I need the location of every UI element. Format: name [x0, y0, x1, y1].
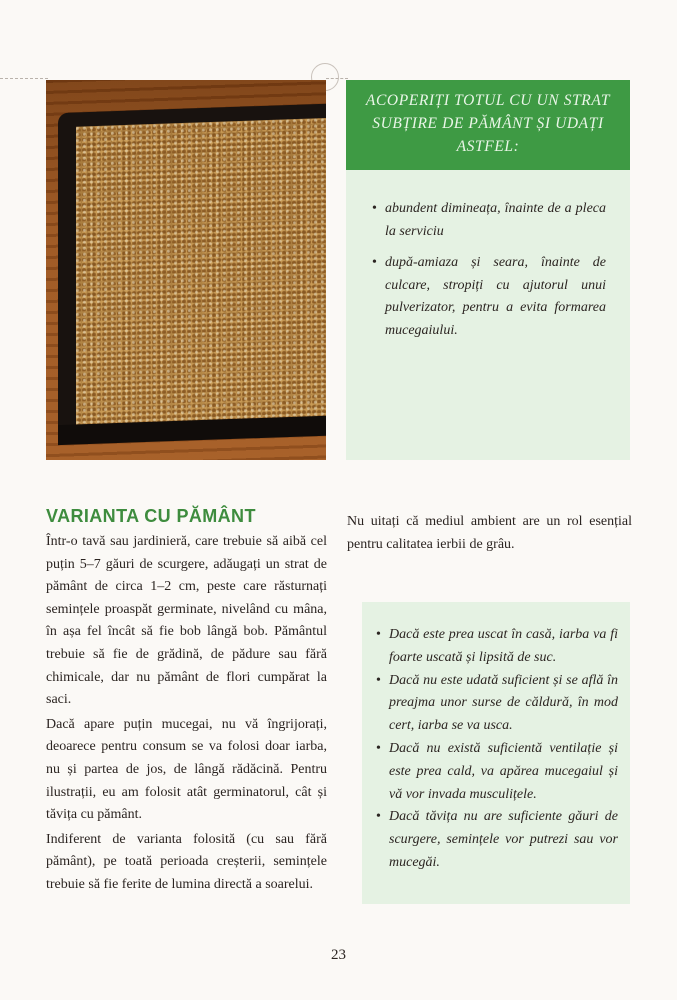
photo-sprouted-seeds-tray — [46, 80, 326, 460]
tips-list — [380, 624, 618, 875]
instruction-box-body — [346, 170, 630, 460]
note-paragraph: Nu uitați că mediul ambient are un rol esențial pentru calitatea ierbii de grâu. — [347, 514, 632, 552]
instruction-item: • abundent dimineața, înainte de a pleca la serviciu — [376, 198, 606, 243]
body-paragraph: Indiferent de varianta folosită (cu sau fără pământ), pe toată perioada creșterii, semințele trebuie să fie ferite de lumina directă a soarelui. — [46, 831, 327, 892]
section-title: VARIANTA CU PĂMÂNT — [46, 506, 256, 526]
instruction-list — [376, 198, 606, 342]
tip-item: • Dacă nu există suficientă ventilație și este prea cald, va apărea mucegaiul și vă vor invada musculițele. — [380, 738, 618, 806]
instruction-item: • după-amiaza și seara, înainte de culcare, stropiți cu ajutorul unui pulverizator, pentru a evita formarea mucegaiului. — [376, 252, 606, 342]
section-body — [46, 531, 327, 899]
tip-item: • Dacă nu este udată suficient și se află în preajma unor surse de căldură, în mod cert, iarba se va usca. — [380, 670, 618, 738]
crop-mark-left — [0, 78, 48, 79]
crop-mark-right — [326, 78, 348, 79]
tip-item: • Dacă este prea uscat în casă, iarba va fi foarte uscată și lipsită de suc. — [380, 624, 618, 670]
page-number: 23 — [331, 947, 346, 963]
body-paragraph: Dacă apare puțin mucegai, nu vă îngrijorați, deoarece pentru consum se va folosi doar iarba, nu și partea de jos, de lângă rădăcină. Pentru ilustrații, eu am folosit atât germinatorul, cât și tăvița cu pământ. — [46, 716, 327, 823]
sprouted-seeds — [76, 117, 326, 426]
tips-box — [362, 602, 630, 904]
tip-item: • Dacă tăvița nu are suficiente găuri de scurgere, semințele vor putrezi sau vor mucegăi. — [380, 806, 618, 874]
instruction-box-heading: ACOPERIȚI TOTUL CU UN STRAT SUBȚIRE DE PĂMÂNT ȘI UDAȚI ASTFEL: — [346, 80, 630, 170]
body-paragraph: Într-o tavă sau jardinieră, care trebuie să aibă cel puțin 5–7 găuri de scurgere, adăugați un strat de pământ de circa 1–2 cm, peste care răsturnați semințele proaspăt germinate, nivelând cu mâna, în așa fel încât să fie bob lângă bob. Pământul trebuie să fie de grădină, de pădure sau fără chimicale, dar nu pământ de flori cumpărat la saci. — [46, 534, 327, 708]
